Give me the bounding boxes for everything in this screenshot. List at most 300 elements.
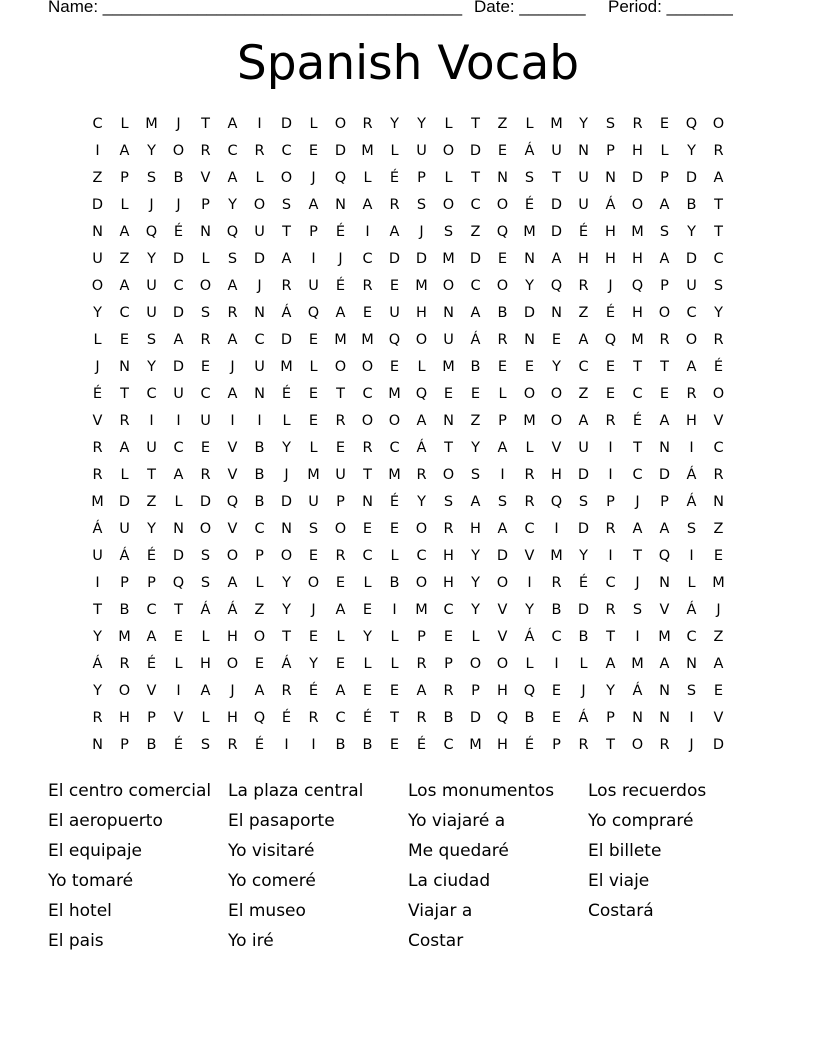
grid-letter: R: [713, 332, 724, 348]
grid-letter: M: [388, 386, 401, 402]
grid-letter: I: [608, 467, 613, 483]
grid-letter: Y: [93, 305, 102, 321]
grid-letter: I: [608, 440, 613, 456]
grid-letter: O: [712, 116, 725, 132]
grid-letter: E: [497, 143, 508, 159]
grid-letter: Z: [146, 494, 157, 510]
grid-letter: M: [118, 629, 131, 645]
grid-letter: D: [280, 332, 293, 348]
grid-letter: Q: [658, 548, 671, 564]
grid-letter: D: [523, 305, 536, 321]
grid-letter: É: [416, 737, 427, 753]
grid-letter: J: [716, 602, 721, 618]
grid-letter: U: [416, 143, 427, 159]
grid-letter: R: [281, 683, 292, 699]
grid-letter: C: [632, 467, 643, 483]
grid-letter: M: [415, 602, 428, 618]
grid-letter: Y: [579, 116, 588, 132]
grid-letter: L: [255, 575, 264, 591]
grid-letter: S: [632, 602, 643, 618]
grid-letter: O: [550, 413, 563, 429]
grid-letter: Á: [416, 440, 427, 456]
grid-letter: I: [230, 413, 235, 429]
grid-letter: Q: [226, 224, 239, 240]
grid-letter: O: [226, 656, 239, 672]
grid-letter: C: [362, 386, 373, 402]
grid-letter: I: [689, 548, 694, 564]
word-list-item: El viaje: [588, 871, 650, 891]
grid-letter: B: [497, 305, 508, 321]
grid-letter: M: [442, 251, 455, 267]
grid-letter: E: [308, 413, 319, 429]
grid-letter: D: [685, 251, 698, 267]
grid-letter: I: [608, 548, 613, 564]
grid-letter: E: [119, 332, 130, 348]
grid-letter: D: [658, 467, 671, 483]
grid-row: [84, 141, 732, 168]
grid-letter: Z: [119, 251, 130, 267]
grid-letter: V: [92, 413, 103, 429]
grid-letter: Q: [523, 683, 536, 699]
grid-letter: D: [91, 197, 104, 213]
grid-letter: C: [578, 359, 589, 375]
grid-letter: M: [442, 359, 455, 375]
grid-letter: A: [254, 683, 265, 699]
grid-letter: L: [174, 656, 183, 672]
grid-letter: E: [389, 737, 400, 753]
grid-letter: A: [281, 251, 292, 267]
grid-letter: A: [362, 197, 373, 213]
grid-letter: A: [659, 656, 670, 672]
grid-letter: D: [577, 467, 590, 483]
grid-letter: N: [659, 683, 670, 699]
grid-letter: Á: [92, 521, 103, 537]
grid-letter: O: [199, 521, 212, 537]
grid-letter: M: [361, 143, 374, 159]
grid-row: [84, 330, 732, 357]
grid-letter: M: [658, 629, 671, 645]
word-list-column: [228, 778, 406, 958]
grid-letter: U: [578, 440, 589, 456]
grid-letter: S: [578, 494, 589, 510]
grid-letter: A: [173, 467, 184, 483]
grid-letter: J: [311, 170, 316, 186]
grid-letter: Y: [147, 251, 156, 267]
grid-letter: D: [577, 521, 590, 537]
grid-letter: Y: [147, 359, 156, 375]
grid-letter: B: [524, 710, 535, 726]
grid-letter: A: [227, 116, 238, 132]
grid-letter: A: [335, 683, 346, 699]
grid-letter: Y: [525, 602, 534, 618]
grid-letter: É: [362, 710, 373, 726]
grid-letter: N: [173, 521, 184, 537]
grid-letter: É: [146, 656, 157, 672]
grid-letter: J: [338, 251, 343, 267]
grid-letter: L: [201, 251, 210, 267]
grid-letter: O: [631, 197, 644, 213]
grid-letter: L: [93, 332, 102, 348]
grid-letter: É: [524, 737, 535, 753]
grid-letter: C: [173, 278, 184, 294]
grid-letter: R: [659, 737, 670, 753]
grid-letter: Z: [470, 224, 481, 240]
grid-letter: A: [227, 386, 238, 402]
grid-letter: T: [633, 440, 642, 456]
grid-letter: D: [118, 494, 131, 510]
grid-letter: S: [200, 575, 211, 591]
word-list-column: [48, 778, 226, 958]
grid-letter: R: [92, 440, 103, 456]
grid-letter: D: [172, 251, 185, 267]
grid-letter: R: [416, 710, 427, 726]
grid-letter: É: [254, 737, 265, 753]
grid-letter: H: [605, 224, 616, 240]
grid-letter: Y: [309, 656, 318, 672]
grid-letter: L: [282, 413, 291, 429]
word-list-item: Costar: [408, 931, 464, 951]
grid-letter: Á: [119, 548, 130, 564]
grid-letter: P: [606, 494, 615, 510]
grid-letter: S: [281, 197, 292, 213]
grid-letter: D: [199, 494, 212, 510]
grid-letter: R: [605, 521, 616, 537]
grid-letter: N: [362, 494, 373, 510]
grid-letter: C: [119, 305, 130, 321]
grid-letter: U: [173, 386, 184, 402]
grid-row: [84, 519, 732, 546]
grid-letter: É: [146, 548, 157, 564]
grid-row: [84, 438, 732, 465]
grid-letter: L: [525, 656, 534, 672]
grid-letter: T: [471, 116, 480, 132]
grid-letter: Y: [417, 116, 426, 132]
grid-letter: E: [362, 683, 373, 699]
grid-row: [84, 384, 732, 411]
grid-letter: E: [362, 305, 373, 321]
grid-letter: N: [551, 305, 562, 321]
grid-letter: I: [689, 710, 694, 726]
grid-letter: R: [362, 116, 373, 132]
grid-letter: P: [120, 737, 129, 753]
grid-letter: E: [389, 683, 400, 699]
grid-letter: R: [335, 548, 346, 564]
grid-letter: J: [581, 683, 586, 699]
grid-letter: D: [280, 494, 293, 510]
word-search-grid: [84, 114, 732, 762]
grid-letter: É: [92, 386, 103, 402]
grid-letter: Á: [281, 305, 292, 321]
grid-letter: É: [173, 224, 184, 240]
grid-letter: R: [443, 521, 454, 537]
grid-letter: E: [308, 143, 319, 159]
grid-letter: R: [443, 683, 454, 699]
grid-letter: V: [713, 710, 724, 726]
grid-letter: A: [659, 251, 670, 267]
grid-row: [84, 303, 732, 330]
grid-letter: I: [95, 575, 100, 591]
grid-letter: R: [119, 656, 130, 672]
grid-letter: R: [227, 305, 238, 321]
grid-letter: D: [172, 548, 185, 564]
grid-letter: O: [442, 143, 455, 159]
grid-letter: Q: [253, 710, 266, 726]
grid-letter: O: [712, 386, 725, 402]
grid-letter: É: [308, 683, 319, 699]
grid-letter: R: [659, 332, 670, 348]
grid-letter: A: [173, 332, 184, 348]
grid-letter: L: [687, 575, 696, 591]
grid-letter: I: [500, 467, 505, 483]
grid-letter: H: [497, 737, 508, 753]
grid-letter: B: [335, 737, 346, 753]
grid-letter: L: [363, 656, 372, 672]
grid-letter: Y: [363, 629, 372, 645]
grid-row: [84, 249, 732, 276]
grid-letter: U: [686, 278, 697, 294]
grid-letter: J: [419, 224, 424, 240]
grid-letter: E: [389, 521, 400, 537]
grid-row: [84, 735, 732, 762]
grid-letter: O: [415, 521, 428, 537]
grid-letter: T: [93, 602, 102, 618]
grid-letter: T: [714, 224, 723, 240]
grid-letter: U: [443, 332, 454, 348]
grid-letter: Y: [471, 548, 480, 564]
grid-letter: E: [362, 602, 373, 618]
grid-letter: M: [91, 494, 104, 510]
page-title: Spanish Vocab: [236, 36, 580, 91]
grid-letter: I: [176, 413, 181, 429]
grid-letter: J: [176, 116, 181, 132]
grid-letter: J: [95, 359, 100, 375]
grid-letter: A: [335, 305, 346, 321]
grid-letter: Q: [631, 278, 644, 294]
grid-letter: R: [551, 575, 562, 591]
grid-letter: M: [631, 332, 644, 348]
word-list-item: Yo comeré: [228, 871, 316, 891]
grid-letter: R: [362, 278, 373, 294]
grid-letter: Á: [92, 656, 103, 672]
grid-letter: T: [336, 386, 345, 402]
grid-letter: T: [201, 116, 210, 132]
grid-letter: O: [172, 143, 185, 159]
grid-letter: B: [254, 494, 265, 510]
grid-letter: E: [497, 251, 508, 267]
period-field-label: Period: _______: [608, 0, 733, 16]
grid-letter: H: [632, 305, 643, 321]
grid-letter: I: [689, 440, 694, 456]
grid-letter: S: [443, 224, 454, 240]
grid-letter: M: [307, 467, 320, 483]
grid-letter: R: [308, 710, 319, 726]
grid-letter: I: [554, 656, 559, 672]
grid-letter: D: [334, 143, 347, 159]
grid-letter: Á: [686, 602, 697, 618]
grid-letter: Q: [388, 332, 401, 348]
grid-letter: N: [443, 305, 454, 321]
word-list-item: El pais: [48, 931, 104, 951]
grid-letter: D: [577, 602, 590, 618]
grid-letter: E: [443, 629, 454, 645]
grid-letter: U: [146, 440, 157, 456]
grid-letter: H: [119, 710, 130, 726]
grid-letter: Á: [578, 710, 589, 726]
grid-letter: A: [227, 170, 238, 186]
grid-letter: H: [227, 710, 238, 726]
grid-letter: Q: [550, 278, 563, 294]
grid-letter: O: [415, 332, 428, 348]
grid-letter: M: [631, 656, 644, 672]
word-list-item: Me quedaré: [408, 841, 509, 861]
grid-letter: O: [280, 170, 293, 186]
grid-letter: S: [497, 494, 508, 510]
word-list-item: Yo tomaré: [48, 871, 134, 891]
grid-letter: R: [713, 143, 724, 159]
grid-letter: L: [120, 116, 129, 132]
grid-row: [84, 627, 732, 654]
grid-letter: M: [550, 548, 563, 564]
grid-letter: E: [470, 386, 481, 402]
grid-letter: O: [523, 386, 536, 402]
grid-letter: E: [713, 683, 724, 699]
word-list-item: El billete: [588, 841, 662, 861]
grid-letter: V: [146, 683, 157, 699]
grid-letter: C: [173, 440, 184, 456]
grid-letter: O: [442, 467, 455, 483]
grid-letter: E: [335, 440, 346, 456]
grid-letter: Y: [93, 683, 102, 699]
grid-letter: P: [606, 143, 615, 159]
grid-letter: O: [199, 278, 212, 294]
grid-letter: Y: [390, 116, 399, 132]
grid-letter: T: [282, 629, 291, 645]
grid-letter: U: [146, 305, 157, 321]
grid-letter: O: [307, 575, 320, 591]
grid-letter: O: [91, 278, 104, 294]
grid-letter: J: [230, 359, 235, 375]
word-list-item: El aeropuerto: [48, 811, 163, 831]
grid-letter: R: [119, 413, 130, 429]
grid-letter: Y: [579, 548, 588, 564]
grid-letter: E: [551, 710, 562, 726]
grid-letter: Y: [471, 440, 480, 456]
grid-letter: I: [527, 575, 532, 591]
grid-letter: V: [659, 602, 670, 618]
grid-letter: J: [176, 197, 181, 213]
word-list-item: Los recuerdos: [588, 781, 707, 801]
grid-letter: P: [444, 656, 453, 672]
grid-letter: Y: [687, 143, 696, 159]
grid-letter: O: [280, 548, 293, 564]
grid-letter: É: [173, 737, 184, 753]
grid-letter: J: [230, 683, 235, 699]
grid-letter: R: [713, 467, 724, 483]
grid-letter: M: [334, 332, 347, 348]
grid-letter: Y: [282, 440, 291, 456]
grid-letter: Á: [524, 629, 535, 645]
grid-letter: C: [713, 440, 724, 456]
grid-letter: U: [389, 305, 400, 321]
grid-letter: T: [120, 386, 129, 402]
grid-letter: H: [632, 143, 643, 159]
grid-letter: Q: [496, 710, 509, 726]
grid-letter: C: [254, 521, 265, 537]
grid-letter: O: [361, 359, 374, 375]
grid-letter: B: [443, 710, 454, 726]
grid-letter: A: [578, 413, 589, 429]
grid-letter: A: [416, 683, 427, 699]
grid-letter: A: [713, 170, 724, 186]
grid-letter: T: [471, 170, 480, 186]
grid-letter: N: [686, 656, 697, 672]
grid-letter: N: [254, 305, 265, 321]
grid-letter: L: [174, 494, 183, 510]
grid-letter: D: [496, 548, 509, 564]
grid-letter: J: [635, 575, 640, 591]
grid-letter: É: [389, 170, 400, 186]
grid-letter: I: [95, 143, 100, 159]
grid-letter: L: [417, 359, 426, 375]
grid-letter: H: [605, 251, 616, 267]
grid-letter: C: [335, 710, 346, 726]
grid-letter: Q: [172, 575, 185, 591]
grid-letter: M: [145, 116, 158, 132]
grid-letter: O: [118, 683, 131, 699]
grid-letter: H: [227, 629, 238, 645]
grid-letter: R: [92, 710, 103, 726]
grid-letter: R: [497, 332, 508, 348]
grid-letter: N: [119, 359, 130, 375]
grid-letter: R: [362, 440, 373, 456]
grid-letter: Á: [632, 683, 643, 699]
grid-letter: Á: [470, 332, 481, 348]
grid-letter: P: [606, 710, 615, 726]
grid-letter: A: [200, 683, 211, 699]
grid-letter: J: [311, 602, 316, 618]
grid-letter: S: [686, 683, 697, 699]
grid-letter: Y: [687, 224, 696, 240]
grid-letter: H: [416, 305, 427, 321]
grid-letter: Á: [227, 602, 238, 618]
grid-letter: B: [119, 602, 130, 618]
grid-letter: I: [257, 116, 262, 132]
grid-letter: É: [281, 710, 292, 726]
grid-letter: R: [605, 602, 616, 618]
grid-letter: P: [552, 737, 561, 753]
grid-letter: Y: [471, 575, 480, 591]
grid-letter: S: [713, 278, 724, 294]
grid-letter: C: [470, 278, 481, 294]
grid-letter: Z: [254, 602, 265, 618]
grid-row: [84, 573, 732, 600]
grid-letter: V: [497, 629, 508, 645]
grid-letter: O: [334, 521, 347, 537]
grid-letter: O: [442, 278, 455, 294]
grid-letter: N: [713, 494, 724, 510]
grid-row: [84, 708, 732, 735]
grid-letter: Y: [282, 575, 291, 591]
grid-letter: T: [363, 467, 372, 483]
grid-letter: O: [253, 197, 266, 213]
grid-letter: R: [578, 737, 589, 753]
grid-letter: Z: [713, 629, 724, 645]
grid-letter: D: [469, 143, 482, 159]
grid-letter: L: [120, 197, 129, 213]
grid-letter: S: [605, 116, 616, 132]
grid-letter: I: [311, 737, 316, 753]
grid-letter: D: [631, 170, 644, 186]
